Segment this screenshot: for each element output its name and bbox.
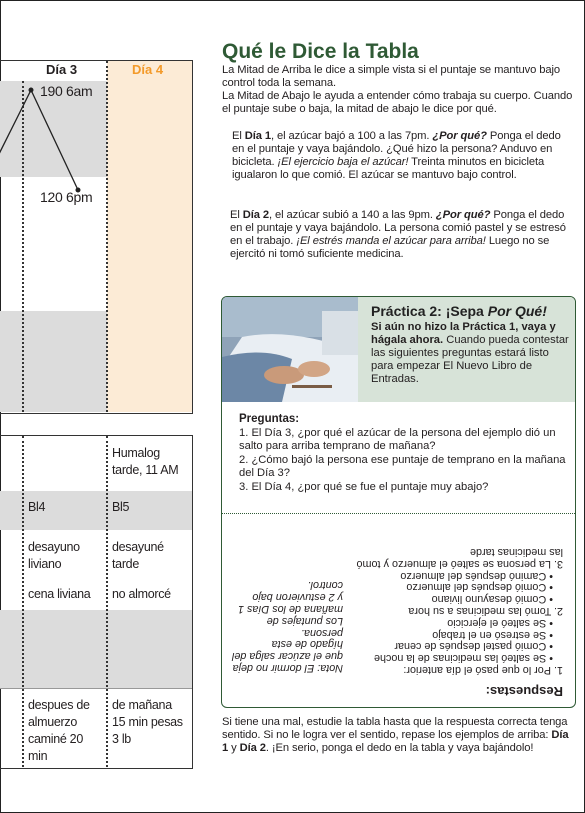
reading-label-low: 120 6pm — [40, 189, 93, 205]
footer-day2: Día 2 — [239, 742, 266, 754]
day1-question: ¿Por qué? — [432, 130, 487, 142]
answer-1-head: 1. Por lo que pasó el día anterior: — [403, 664, 563, 676]
intro-bottom-half: La Mitad de Abajo le ayuda a entender cómo trabaja su cuerpo. Cuando el puntaje sube o baja, la mitad de abajo le dice por qué. — [222, 90, 573, 115]
day1-emphasis: ¡El ejercicio baja el azúcar! — [277, 156, 409, 168]
answer-1 — [348, 545, 563, 675]
answer-2-item: • Comió desayuno liviano — [431, 593, 553, 606]
table-band-grey — [0, 610, 192, 688]
column-divider — [22, 436, 24, 767]
answer-notes — [231, 579, 343, 673]
column-divider — [106, 436, 108, 767]
day1-fact: , el azúcar bajó a 100 a las 7pm. — [271, 130, 430, 142]
day2-question: ¿Por qué? — [435, 209, 491, 221]
practice-lead-rest: Cuando pueda contestar las siguientes preguntas estará listo para empezar El Nuevo Libro de Entradas. — [371, 334, 569, 385]
hands-photo — [222, 297, 358, 402]
practice-lead-bold: Si aún no hizo la Práctica 1, vaya y hágala ahora. — [371, 321, 556, 346]
answer-2-head: 2. Tomó las medicinas a su hora — [408, 605, 563, 618]
answer-2-item: • Comió después del almuerzo — [406, 581, 553, 594]
day1-body: Ponga el dedo en el puntaje y vaya bajándolo. ¿Qué hizo la persona? Anduvo en bicicleta. — [232, 130, 561, 168]
footer-tail: . ¡En serio, ponga el dedo en la tabla y vaya bajándolo! — [265, 742, 534, 754]
footer-day1: Día 1 — [222, 729, 569, 754]
day4-header: Día 4 — [132, 62, 164, 77]
intro-text — [222, 64, 574, 116]
practice-box — [221, 296, 576, 708]
day1-explanation: El Día 1, el azúcar bajó a 100 a las 7pm. ¿Por qué? Ponga el dedo en el puntaje y vaya bajándolo. ¿Qué hizo la persona? Anduvo en bicicleta. ¡El ejercicio baja el azúcar! Treinta minutos en bicicleta igualaron lo que comió. El azúcar se mantuvo bajo control. — [232, 130, 561, 181]
table-divider — [0, 688, 192, 689]
practice-title — [371, 303, 547, 319]
answers-title: Respuestas: — [485, 684, 563, 699]
footer-lead: Si tiene una mal, estudie la tabla hasta que la respuesta correcta tenga sentido. Si no le logra ver el sentido, repase los ejemplos de arriba: — [222, 716, 568, 741]
question-2: 2. ¿Cómo bajó la persona ese puntaje de temprano en la mañana del Día 3? — [239, 454, 566, 479]
food-day4-breakfast: desayuné tarde — [112, 540, 164, 571]
answer-1-item: • Se salteó las medicinas de la noche — [373, 652, 553, 665]
bl-day4: Bl5 — [112, 500, 130, 514]
food-day4-lunch: no almorcé — [112, 587, 171, 601]
glucose-line — [0, 61, 192, 413]
day2-emphasis: ¡El estrés manda el azúcar para arriba! — [296, 235, 486, 247]
humalog-note: Humalog tarde, 11 AM — [112, 446, 179, 477]
practice-title-emphasis: Por Qué! — [487, 303, 547, 319]
intro-top-half: La Mitad de Arriba le dice a simple vista si el puntaje se mantuvo bajo control toda la semana. — [222, 64, 561, 89]
question-1: 1. El Día 3, ¿por qué el azúcar de la persona del ejemplo dió un salto para arriba temprano de mañana? — [239, 427, 556, 452]
food-day3-breakfast: desayuno liviano — [28, 540, 80, 571]
footer-and: y — [231, 742, 237, 754]
answer-1-item: • Se estresó en el trabajo — [432, 628, 553, 641]
food-day3-dinner: cena liviana — [28, 587, 91, 601]
day2-fact: , el azúcar subió a 140 a las 9pm. — [269, 209, 433, 221]
day1-label: Día 1 — [244, 130, 272, 142]
activity-day4: de mañana 15 min pesas 3 lb — [112, 698, 183, 746]
questions-title: Preguntas: — [239, 413, 300, 425]
note-2: Los puntajes de mañana de los Días 1 y 2 estuvieron bajo control. — [237, 579, 343, 627]
practice-lead — [371, 321, 569, 386]
note-1: Nota: El dormir no deja que el azúcar salga del hígado de esta persona. — [231, 626, 343, 674]
answer-3: 3. La persona se salteó el almuerzo y tomó las medicinas tarde — [356, 546, 563, 570]
day2-label: Día 2 — [242, 209, 270, 221]
questions-list — [239, 427, 569, 495]
day2-explanation: El Día 2, el azúcar subió a 140 a las 9pm. ¿Por qué? Ponga el dedo en el puntaje y vaya bajándolo. La persona comió pastel y se estresó en el trabajo. ¡El estrés manda el azúcar para arriba! Luego no se ejercitó ni tomó suficiente medicina. — [230, 209, 566, 260]
answer-2-item: • Caminó después del almuerzo — [400, 569, 553, 582]
day3-header: Día 3 — [46, 62, 78, 77]
day1-conclusion: Treinta minutos en bicicleta igualaron lo que comió. El azúcar se mantuvo bajo control. — [232, 156, 545, 181]
day2-conclusion: Luego no se ejercitó ni tomó suficiente medicina. — [230, 235, 550, 260]
reading-label-high: 190 6am — [40, 83, 93, 99]
bl-day3: Bl4 — [28, 500, 46, 514]
answer-1-item: • Se salteó el ejercicio — [447, 616, 553, 629]
footer-text — [222, 716, 574, 755]
question-3: 3. El Día 4, ¿por qué se fue el puntaje muy abajo? — [239, 481, 489, 493]
answers-upside-down — [222, 515, 575, 707]
page-title: Qué le Dice la Tabla — [222, 40, 419, 63]
practice-title-main: Práctica 2: ¡Sepa — [371, 303, 484, 319]
answers-separator — [222, 513, 575, 514]
glucose-chart-top — [0, 60, 193, 414]
activity-day3: despues de almuerzo caminé 20 min — [28, 698, 90, 763]
day2-body: Ponga el dedo en el puntaje y vaya bajándolo. La persona comió pastel y se estresó en el trabajo. — [230, 209, 566, 247]
log-table-bottom — [0, 435, 193, 769]
answer-1-item: • Comió pastel después de cenar — [394, 640, 553, 653]
